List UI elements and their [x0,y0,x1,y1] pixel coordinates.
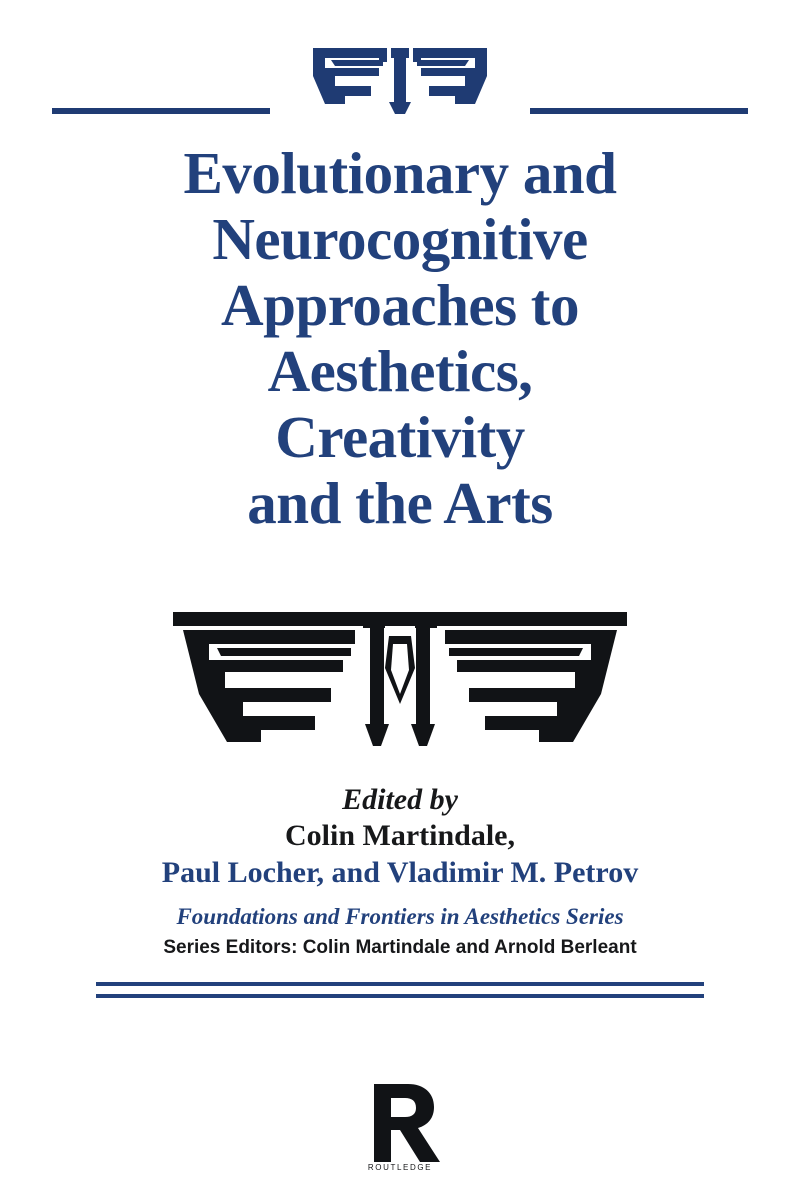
edited-by-label: Edited by [342,783,458,816]
publisher-name: ROUTLEDGE [367,1163,433,1172]
series-block [60,902,740,962]
top-rule-right [530,108,748,114]
title-line: Neurocognitive [212,206,588,272]
series-title: Foundations and Frontiers in Aesthetics Series [176,904,624,929]
title-line: Approaches to [221,272,579,338]
publisher-logo [0,1078,800,1174]
title-line: and the Arts [247,470,553,536]
title-line: Creativity [275,404,525,470]
divider-rule-top [96,982,704,986]
editor-names-line-2: Paul Locher, and Vladimir M. Petrov [161,856,639,889]
routledge-logo-icon [344,1078,456,1174]
divider-rule-bottom [96,994,704,998]
top-ornament-band [52,108,748,114]
top-rule-left [52,108,270,114]
classical-cornice-ornament-large-icon [165,608,635,763]
title-line: Evolutionary and [183,140,617,206]
editors-block [60,782,740,892]
classical-cornice-ornament-icon [295,46,505,116]
book-title [40,140,760,536]
middle-ornament [0,608,800,768]
series-editors: Series Editors: Colin Martindale and Arnold Berleant [163,937,637,958]
editor-names-line-1: Colin Martindale, [285,819,515,852]
title-line: Aesthetics, [267,338,533,404]
